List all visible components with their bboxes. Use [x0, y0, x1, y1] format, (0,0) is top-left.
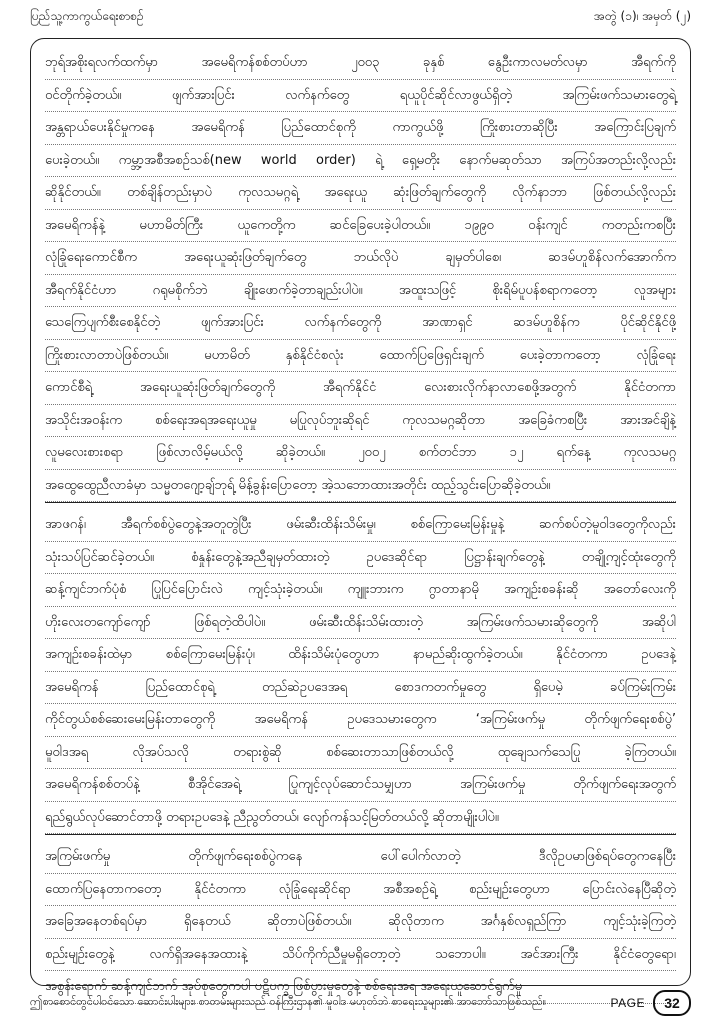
text-line: အီရက်နိုင်ငံဟာ ဂရုမစိုက်ဘဲ ချိုးဖောက်ခဲ့တာချည်းပါပဲ။ အထူးသဖြင့် စိုးရိမ်ပူပန်စရာကတော့ လူအများ: [45, 275, 676, 308]
text-line: ပေးခဲ့တယ်။ ကမ္ဘာ့အစီအစဥ်သစ်(new world order) ရဲ့ ရှေ့မတိုး နောက်မဆုတ်သာ အကြပ်အတည်းလို့လည်း: [45, 145, 676, 178]
paragraph: [45, 841, 676, 1004]
page-label: PAGE: [610, 996, 645, 1010]
text-line: အမေရိကန်စစ်တပ်နဲ့ စီအိုင်အေရဲ့ ပြုကျင့်လုပ်ဆောင်သမျှဟာ အကြမ်းဖက်မှု တိုက်ဖျက်ရေးအတွက်: [45, 769, 676, 802]
page-footer: [30, 990, 691, 1016]
paragraph: [45, 509, 676, 835]
text-line: စည်းမျဥ်းတွေနဲ့ လက်ရှိအနေအထားနဲ့ သိပ်ကိုက်ညီမှုမရှိတော့တဲ့ သဘောပါ။ အင်အားကြီး နိုင်ငံတွေရော၊: [45, 939, 676, 972]
text-line: ကောင်စီရဲ့ အရေးယူဆုံးဖြတ်ချက်တွေကို အီရက်နိုင်ငံ လေးစားလိုက်နာလာစေဖို့အတွက် နိုင်ငံတကာ: [45, 372, 676, 405]
page-header: [30, 4, 691, 30]
text-line: အကြမ်းဖက်မှု တိုက်ဖျက်ရေးစစ်ပွဲကနေ ပေါ်ပေါက်လာတဲ့ ဒီလိုဥပမာဖြစ်ရပ်တွေကနေပြီး: [45, 841, 676, 874]
disclaimer-text: ဤစာစောင်တွင်ပါဝင်သော ဆောင်းပါးများ၊ စာတမ်းများသည် ဝန်ကြီးဌာန၏ မူဝါဒ မဟုတ်ဘဲ စာရေးသူများ၏ အာဘော်သာဖြစ်သည်။: [30, 995, 547, 1008]
text-line: ဝင်တိုက်ခဲ့တယ်။ ဖျက်အားပြင်း လက်နက်တွေ ရယူပိုင်ဆိုင်လာဖွယ်ရှိတဲ့ အကြမ်းဖက်သမားတွေရဲ့: [45, 80, 676, 113]
content-frame: [30, 38, 691, 994]
text-line: အခြေအနေတစ်ရပ်မှာ ရှိနေတယ် ဆိုတာပဲဖြစ်တယ်။ ဆိုလိုတာက အင်္ဂနှစ်လရှည်ကြာ ကျင့်သုံးခဲ့ကြတဲ့: [45, 906, 676, 939]
text-line: ကြိုးစားလာတာပဲဖြစ်တယ်။ မဟာမိတ် နှစ်နိုင်ငံစလုံး ထောက်ပြဖြေရှင်းချက် ပေးခဲ့တာကတော့ လုံခြုံရေး: [45, 340, 676, 373]
text-line: အာဖဂန်၊ အီရက်စစ်ပွဲတွေနဲ့အတူတွဲပြီး ဖမ်းဆီးထိန်းသိမ်းမှု၊ စစ်ကြောမေးမြန်းမှုနဲ့ ဆက်စပ်တဲ့မူဝါဒတွေကိုလည်း: [45, 509, 676, 542]
text-line: ထောက်ပြနေတာကတော့ နိုင်ငံတကာ လုံခြုံရေးဆိုင်ရာ အစီအစဥ်ရဲ့ စည်းမျဥ်းတွေဟာ ပြောင်းလဲနေပြီဆိုတဲ့: [45, 874, 676, 907]
text-line: လူမလေးစားစရာ ဖြစ်လာလိမ့်မယ်လို့ ဆိုခဲ့တယ်။ ၂၀၀၂ စက်တင်ဘာ ၁၂ ရက်နေ့ ကုလသမဂ္ဂ: [45, 437, 676, 470]
volume-issue: အတွဲ (၁)၊ အမှတ် (၂): [594, 9, 691, 23]
text-line: ဟိုးလေးတကျော်ကျော် ဖြစ်ရတဲ့ထိပါပဲ။ ဖမ်းဆီးထိန်းသိမ်းထားတဲ့ အကြမ်းဖက်သမားဆိုတွေကို အဆိုပါ: [45, 607, 676, 640]
text-line: သုံးသပ်ပြင်ဆင်ခဲ့တယ်။ စံနှုန်းတွေနဲ့အညီချမှတ်ထားတဲ့ ဥပဒေဆိုင်ရာ ပြဋ္ဌာန်းချက်တွေနဲ့ တချို့ကျင့်ထုံးတွေကို: [45, 542, 676, 575]
text-line: အစွန်းရောက် ဆန့်ကျင်ဘက် အုပ်စုတွေကပါ ပဋိပက္ခ ဖြစ်ပွားမှုတွေနဲ့ စစ်ရေးအရ အရေးယူဆောင်ရွက်မှု: [45, 971, 676, 1004]
text-line: သေကြေပျက်စီးစေနိုင်တဲ့ ဖျက်အားပြင်း လက်နက်တွေကို အာဏာရှင် ဆဒမ်ဟူစိန်က ပိုင်ဆိုင်နိုင်ဖို့: [45, 307, 676, 340]
text-line: အထွေထွေညီလာခံမှာ သမ္မတဂျော့ချ်ဘုရ့် မိန့်ခွန်းပြောတော့ အဲ့သဘောထားအတိုင်း ထည့်သွင်းပြောဆိုခဲ့တယ်။: [45, 470, 676, 503]
publication-title: ပြည်သူ့ကာကွယ်ရေးစာစဥ်: [30, 9, 144, 23]
page-indicator: [611, 990, 691, 1016]
text-line: အန္တရာယ်ပေးနိုင်မှုကနေ အမေရိကန် ပြည်ထောင်စုကို ကာကွယ်ဖို့ ကြိုးစားတာဆိုပြီး အကြောင်းပြချက်: [45, 112, 676, 145]
text-line: အမေရိကန်နဲ့ မဟာမိတ်ကြီး ယူကေတို့က ဆင်ခြေပေးခဲ့ပါတယ်။ ၁၉၉၀ ဝန်းကျင် ကတည်းကစပြီး: [45, 210, 676, 243]
text-line: ကိုင်တွယ်စစ်ဆေးမေးမြန်းတာတွေကို အမေရိကန် ဥပဒေသမားတွေက ‘အကြမ်းဖက်မှု တိုက်ဖျက်ရေးစစ်ပွဲ’: [45, 704, 676, 737]
text-line: ရည်ရွယ်လုပ်ဆောင်တာဖို့ တရားဥပဒေနဲ့ ညီညွတ်တယ်၊ လျော်ကန်သင့်မြတ်တယ်လို့ ဆိုတာမျိုးပါပဲ။: [45, 802, 676, 835]
text-line: အမေရိကန် ပြည်ထောင်စုရဲ့ တည်ဆဲဥပဒေအရ စောဒကတက်မှုတွေ ရှိပေမဲ့ ခပ်ကြမ်းကြမ်း: [45, 672, 676, 705]
text-line: ဘုရ်အစိုးရလက်ထက်မှာ အမေရိကန်စစ်တပ်ဟာ ၂၀၀၃ ခုနှစ် နွေဦးကာလမတ်လမှာ အီရက်ကို: [45, 47, 676, 80]
paragraph: [45, 47, 676, 503]
page-number: 32: [653, 990, 691, 1016]
text-line: အကျဥ်းစခန်းထဲမှာ စစ်ကြောမေးမြန်းပုံ၊ ထိန်းသိမ်းပုံတွေဟာ နာမည်ဆိုးထွက်ခဲ့တယ်။ နိုင်ငံတကာ ဥပဒေနဲ့: [45, 639, 676, 672]
text-line: ဆန့်ကျင်ဘက်ပုံစံ ပြုပြင်ပြောင်းလဲ ကျင့်သုံးခဲ့တယ်။ ကျူးဘားက ဂွာတာနာမို အကျဥ်းစခန်းဆို အတော်လေးကို: [45, 574, 676, 607]
text-line: ဆိုနိုင်တယ်။ တစ်ချိန်တည်းမှာပဲ ကုလသမဂ္ဂရဲ့ အရေးယူ ဆုံးဖြတ်ချက်တွေကို လိုက်နာဘာ ဖြစ်တယ်လို့လည်း: [45, 177, 676, 210]
text-line: လုံခြုံရေးကောင်စီက အရေးယူဆုံးဖြတ်ချက်တွေ ဘယ်လိုပဲ ချမှတ်ပါစေ၊ ဆဒမ်ဟူစိန်လက်အောက်က: [45, 242, 676, 275]
text-line: အသိုင်းအဝန်းက စစ်ရေးအရအရေးယူမှု မပြုလုပ်ဘူးဆိုရင် ကုလသမဂ္ဂဆိုတာ အခြေခံကစပြီး အားအင်ချိနဲ့: [45, 405, 676, 438]
text-line: မူဝါဒအရ လိုအပ်သလို တရားစွဲဆို စစ်ဆေးတာသာဖြစ်တယ်လို့ ထုချေသက်သေပြု ခဲ့ကြတယ်။: [45, 737, 676, 770]
